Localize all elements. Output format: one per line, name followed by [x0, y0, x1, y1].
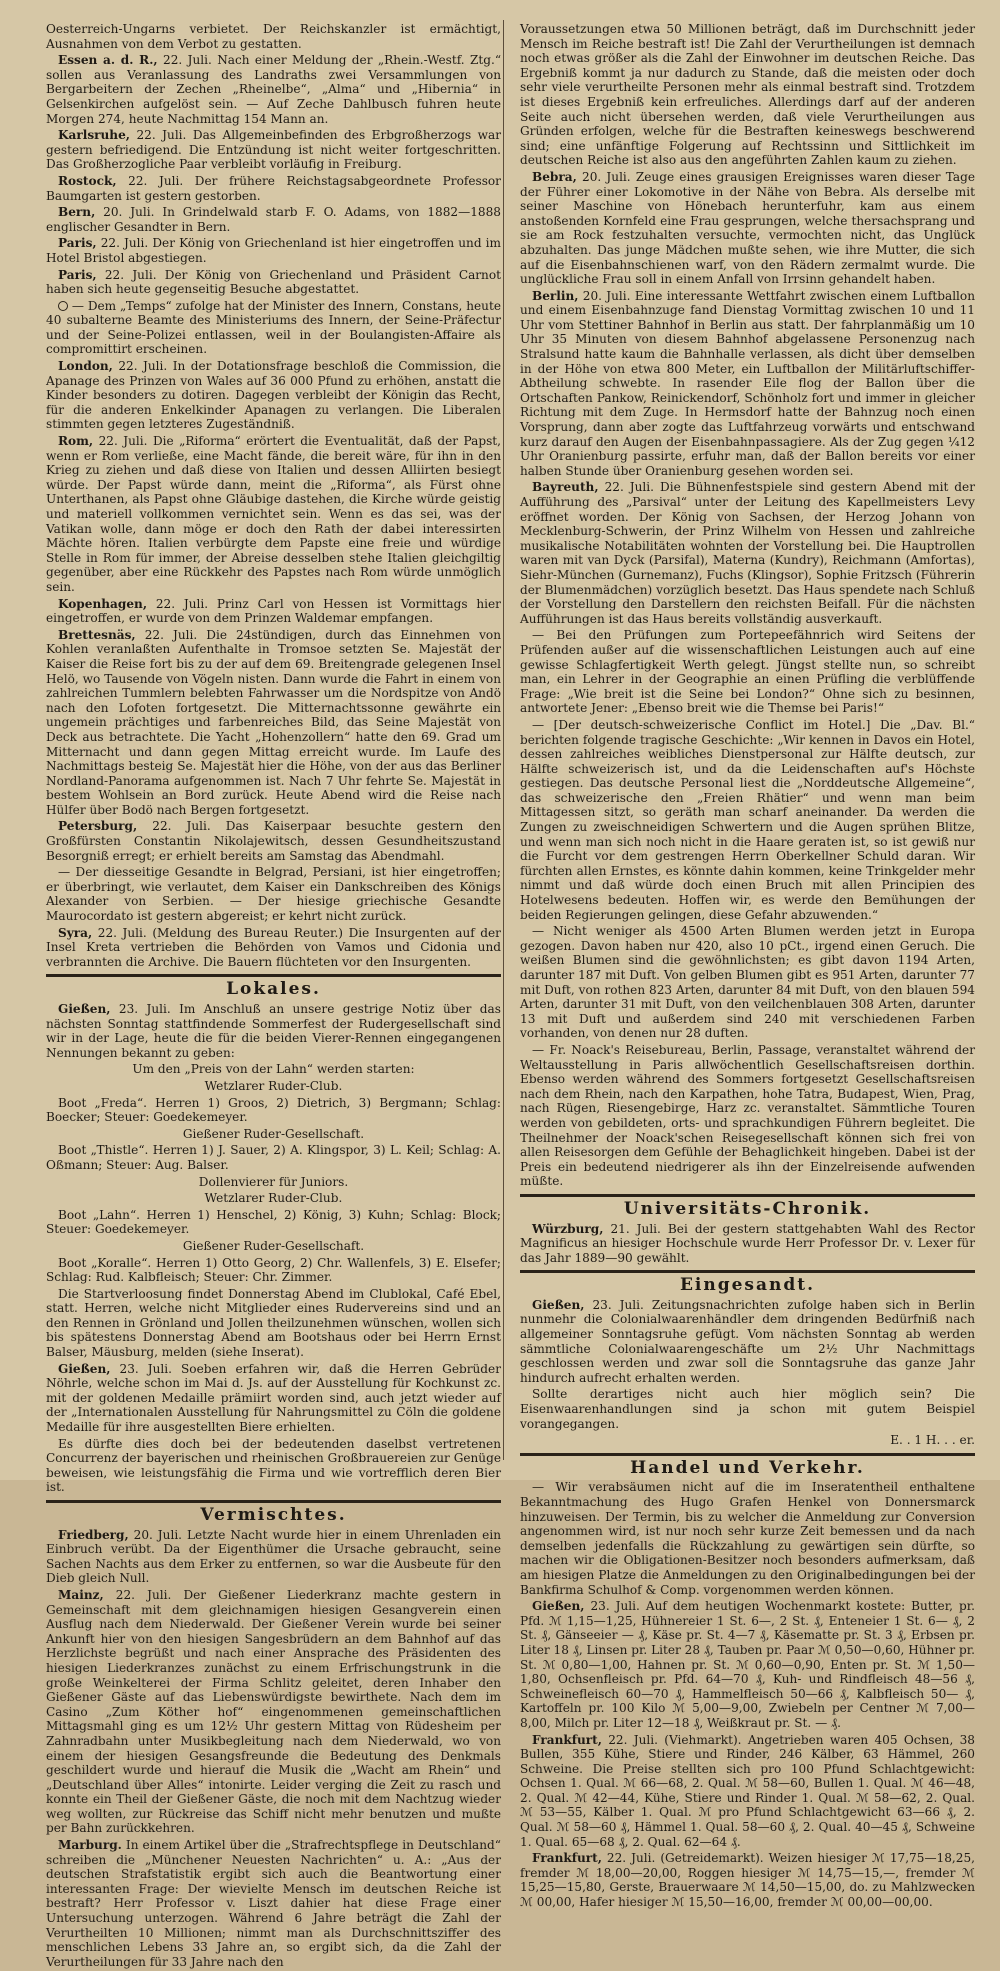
news-item: Rostock, 22. Juli. Der frühere Reichstagsabgeordnete Professor Baumgarten ist gestern gestorben.	[46, 173, 501, 203]
news-item: Mainz, 22. Juli. Der Gießener Liederkranz machte gestern in Gemeinschaft mit dem gleichnamigen hiesigen Gesangverein einen Ausflug nach dem Niederwald. Der Gießener Verein wurde bei seiner Ankunft hier von den hiesigen Sangesbrüdern an dem Bahnhof auf das Herzlichste begrüßt und nach einer Ansprache des Präsidenten des hiesigen Liederkranzes zunächst zu einem Erfrischungstrunk in die große Weinkelterei der Firma Schlitz geleitet, deren Inhaber den Gießener Gäste auf das Liebenswürdigste bewirthete. Nach dem im Casino „Zum Köther hof“ eingenommenen gemeinschaftlichen Mittagsmahl ging es um 12½ Uhr gestern Mittag von Rüdesheim per Zahnradbahn unter Musikbegleitung nach dem Niederwald, wo von einem der hiesigen Gesangsfreunde die Bedeutung des Denkmals geschildert wurde und hierauf die Musik die „Wacht am Rhein“ und „Deutschland über Alles“ intonirte. Leider verging die Zeit zu rasch und konnte ein Theil der Gießener Gäste, die noch mit dem Nachtzug wieder weg wollten, zur Rückreise das Schiff nicht mehr benutzen und mußte per Bahn zurückkehren.	[46, 1587, 501, 1836]
section-heading-eingesandt: Eingesandt.	[679, 1275, 816, 1296]
news-item: Paris, 22. Juli. Der König von Griechenland ist hier eingetroffen und im Hotel Bristol abgestiegen.	[46, 236, 501, 265]
news-item: Kopenhagen, 22. Juli. Prinz Carl von Hessen ist Vormittags hier eingetroffen, er wurde von dem Prinzen Waldemar empfangen.	[46, 596, 501, 626]
news-note: — Bei den Prüfungen zum Portepeefähnrich wird Seitens der Prüfenden außer auf die wissenschaftlichen Leistungen auch auf eine gewisse Schlagfertigkeit Werth gelegt. Jüngst stellte nun, so schreibt man, ein Lehrer in der Geographie an einen Prüfling die verblüffende Frage: „Wie breit ist die Seine bei London?“ Ohne sich zu besinnen, antwortete Jener: „Ebenso breit wie die Themse bei Paris!“	[520, 628, 975, 716]
news-item: Marburg. In einem Artikel über die „Strafrechtspflege in Deutschland“ schreiben die „Münchener Neuesten Nachrichten“ u. A.: „Aus der deutschen Strafstatistik ergibt sich auch die Beantwortung einer interessanten Frage: Der wievielte Mensch im deutschen Reiche ist bestraft? Herr Professor v. Liszt dahier hat diese Frage einer Untersuchung unterzogen. Während 6 Jahre beträgt die Zahl der Verurtheilten 10 Millionen; nimmt man als Durchschnittsziffer des menschlichen Lebens 33 Jahre an, so ergibt sich, da die Zahl der Verurtheilungen für 33 Jahre nach den	[46, 1838, 501, 1969]
dateline-place: Petersburg,	[58, 819, 138, 834]
paragraph: Die Startverloosung findet Donnerstag Abend im Clublokal, Café Ebel, statt. Herren, welche nicht Mitglieder eines Rudervereins sind und an den Rennen in Grönland und Jollen theilzunehmen wünschen, wollen sich bis spätestens Donnerstag Abend am Bootshaus oder bei Herrn Ernst Balser, Mäusburg, melden (siehe Inserat).	[46, 1286, 501, 1360]
dateline-place: Rostock,	[58, 173, 117, 188]
pin-hole-icon	[58, 301, 68, 311]
news-note: — Dem „Temps“ zufolge hat der Minister des Innern, Constans, heute 40 subalterne Beamte des Ministeriums des Innern, der Seine-Präfectur und der Seine-Polizei entlassen, weil in der Boulangisten-Affaire als compromittirt erscheinen.	[46, 298, 501, 357]
dateline-place: Essen a. d. R.,	[58, 53, 158, 68]
news-item: Syra, 22. Juli. (Meldung des Bureau Reuter.) Die Insurgenten auf der Insel Kreta vertrieben die Behörden von Vamos und Cidonia und verbrannten die Archive. Die Bauern flüchteten vor den Insurgenten.	[46, 925, 501, 969]
club-name: Wetzlarer Ruder-Club.	[204, 1078, 343, 1093]
news-item: Bayreuth, 22. Juli. Die Bühnenfestspiele sind gestern Abend mit der Aufführung des „Parsival“ unter der Leitung des Kapellmeisters Levy eröffnet worden. Der König von Sachsen, der Herzog Johann von Mecklenburg-Schwerin, der Prinz Wilhelm von Hessen und zahlreiche musikalische Notabilitäten wohnten der Vorstellung bei. Die Hauptrollen waren mit van Dyck (Parsifal), Materna (Kundry), Reichmann (Amfortas), Siehr-München (Gurnemanz), Fuchs (Klingsor), Sophie Fritzsch (Führerin der Blumenmädchen) vorzüglich besetzt. Das Haus spendete nach Schluß der Vorstellung den Darstellern den reichsten Beifall. Für die nächsten Aufführungen ist das Haus bereits vollständig ausverkauft.	[520, 480, 975, 626]
section-rule	[520, 1270, 975, 1273]
dateline-place: Paris,	[58, 267, 97, 282]
vermischtes-section	[46, 1528, 501, 1970]
race-title: Dollenvierer für Juniors.	[198, 1174, 349, 1189]
signature: E. . 1 H. . . er.	[890, 1433, 975, 1448]
dateline-place: Karlsruhe,	[58, 128, 130, 143]
news-item: Bebra, 20. Juli. Zeuge eines grausigen Ereignisses waren dieser Tage der Führer einer Lokomotive in der Nähe von Bebra. Als derselbe mit seiner Maschine von Hönebach herunterfuhr, kam aus einem anstoßenden Kornfeld eine Frau gesprungen, welche thersachsprang und sie am Rock festzuhalten versuchte, vermochten nicht, das Unglück abzuhalten. Das junge Mädchen mußte sehen, wie ihre Mutter, die sich auf die Eisenbahnschienen warf, von den Rädern zermalmt wurde. Die unglückliche Frau soll in einem Anfall von Irrsinn gehandelt haben.	[520, 169, 975, 287]
news-item: Friedberg, 20. Juli. Letzte Nacht wurde hier in einem Uhrenladen ein Einbruch verübt. Da der Eigenthümer die Ursache gebraucht, seine Sachen Nachts aus dem Erker zu entfernen, so war die Ausbeute für den Dieb gleich Null.	[46, 1527, 501, 1586]
lokales-section	[46, 1002, 501, 1495]
news-note: — Fr. Noack's Reisebureau, Berlin, Passage, veranstaltet während der Weltausstellung in Paris allwöchentlich Gesellschaftsreisen dorthin. Ebenso werden während des Sommers fortgesetzt Gesellschaftsreisen nach dem Rhein, nach den Karpathen, hohe Tatra, Budapest, Wien, Prag, nach Rügen, Riesengebirge, Harz zc. veranstaltet. Sämmtliche Touren werden von gebildeten, orts- und sprachkundigen Führern begleitet. Die Theilnehmer der Noack'schen Reisegesellschaft können sich frei von allen Reisesorgen dem Gefühle der Behaglichkeit hingeben. Dabei ist der Preis ein bedeutend niedrigerer als ihn der Einzelreisende aufwenden müßte.	[520, 1042, 975, 1189]
paragraph: Es dürfte dies doch bei der bedeutenden daselbst vertretenen Concurrenz der bayerischen und rheinischen Großbrauereien zur Genüge beweisen, wie leistungsfähig die Firma und wie vortrefflich deren Bier ist.	[46, 1436, 501, 1495]
market-item: Frankfurt, 22. Juli. (Viehmarkt). Angetrieben waren 405 Ochsen, 38 Bullen, 355 Kühe, Stiere und Rinder, 246 Kälber, 63 Hämmel, 260 Schweine. Die Preise stellten sich pro 100 Pfund Schlachtgewicht: Ochsen 1. Qual. ℳ 66—68, 2. Qual. ℳ 58—60, Bullen 1. Qual. ℳ 46—48, 2. Qual. ℳ 42—44, Kühe, Stiere und Rinder 1. Qual. ℳ 58—62, 2. Qual. ℳ 53—55, Kälber 1. Qual. ℳ pro Pfund Schlachtgewicht 63—66 ₰, 2. Qual. ℳ 58—60 ₰, Hämmel 1. Qual. 58—60 ₰, 2. Qual. 40—45 ₰, Schweine 1. Qual. 65—68 ₰, 2. Qual. 62—64 ₰.	[520, 1732, 975, 1849]
market-item: Frankfurt, 22. Juli. (Getreidemarkt). Weizen hiesiger ℳ 17,75—18,25, fremder ℳ 18,00—20,00, Roggen hiesiger ℳ 14,75—15,—, fremder ℳ 15,25—15,80, Gerste, Brauerwaare ℳ 14,50—15,00, do. zu Mahlzwecken ℳ 00,00, Hafer hiesiger ℳ 15,50—16,00, fremder ℳ 00,00—00,00.	[520, 1851, 976, 1910]
news-note: — Nicht weniger als 4500 Arten Blumen werden jetzt in Europa gezogen. Davon haben nur 420, also 10 pCt., irgend einen Geruch. Die weißen Blumen sind die gewöhnlichsten; es gibt davon 1194 Arten, darunter 187 mit Duft. Von gelben Blumen gibt es 951 Arten, darunter 77 mit Duft, von rothen 823 Arten, darunter 84 mit Duft, von den blauen 594 Arten, darunter 31 mit Duft, von den veilchenblauen 308 Arten, darunter 13 mit Duft und außerdem sind 240 mit verschiedenen Farben vorhanden, von denen nur 28 duften.	[520, 924, 975, 1041]
dateline-place: Bern,	[58, 205, 96, 220]
continued-paragraph: Oesterreich-Ungarns verbietet. Der Reichskanzler ist ermächtigt, Ausnahmen von dem Verbot zu gestatten.	[46, 22, 501, 51]
boat-entry: Boot „Freda“. Herren 1) Groos, 2) Dietrich, 3) Bergmann; Schlag: Boecker; Steuer: Goedekemeyer.	[46, 1095, 501, 1125]
club-name: Wetzlarer Ruder-Club.	[204, 1191, 343, 1206]
news-item: Rom, 22. Juli. Die „Riforma“ erörtert die Eventualität, daß der Papst, wenn er Rom verließe, eine Macht fände, die bereit wäre, für ihn in den Krieg zu ziehen und daß diese von Italien und dessen Alliirten besiegt würde. Der Papst würde dann, meint die „Riforma“, als Fürst ohne Unterthanen, als Papst ohne Gläubige dastehen, die Kirche würde geistig und materiell vollkommen vernichtet sein. Wenn es das sei, was der Vatikan wolle, dann möge er doch den Rath der dabei interessirten Mächte hören. Italien verbürgte dem Papste eine freie und würdige Stelle in Rom für immer, der Abreise desselben stehe Italien gleichgiltig gegenüber, aber eine Rückkehr des Papstes nach Rom würde unmöglich sein.	[46, 434, 501, 594]
paragraph: Sollte derartiges nicht auch hier möglich sein? Die Eisenwaarenhandlungen sind ja schon mit gutem Beispiel vorangegangen.	[520, 1387, 975, 1431]
news-item: Berlin, 20. Juli. Eine interessante Wettfahrt zwischen einem Luftballon und einem Eisenbahnzuge fand Dienstag Vormittag zwischen 10 und 11 Uhr vom Stettiner Bahnhof in Berlin aus statt. Der fahrplanmäßig um 10 Uhr 35 Minuten von diesem Bahnhof abgelassene Personenzug nach Stralsund hatte kaum die Bahnhalle verlassen, als dicht über demselben in der Höhe von etwa 800 Meter, ein Luftballon der Militärluftschiffer-Abtheilung schwebte. In rasender Eile flog der Ballon über die Ortschaften Pankow, Reinickendorf, Schönholz fort und immer in gleicher Richtung mit dem Zuge. In Hermsdorf hatte der Bahnzug noch einen Vorsprung, dann aber zogte das Luftfahrzeug vorwärts und entschwand kurz darauf den Augen der Eisenbahnpassagiere. Als der Zug gegen ¼12 Uhr Oranienburg passirte, erfuhr man, daß der Ballon bereits vor einer halben Stunde über Oranienburg gesehen worden sei.	[520, 288, 975, 478]
section-heading-vermischtes: Vermischtes.	[200, 1505, 347, 1525]
news-item: Karlsruhe, 22. Juli. Das Allgemeinbefinden des Erbgroßherzogs war gestern befriedigend. Die Entzündung ist nicht weiter fortgeschritten. Das Großherzogliche Paar verbleibt vorläufig in Freiburg.	[46, 128, 501, 172]
news-item: London, 22. Juli. In der Dotationsfrage beschloß die Commission, die Apanage des Prinzen von Wales auf 36 000 Pfund zu erhöhen, anstatt die Kinder besonders zu dotiren. Dagegen verbleibt der Königin das Recht, für die anderen Enkelkinder Apanagen zu verlangen. Die Liberalen stimmten gegen letzteres Zugeständniß.	[46, 359, 501, 432]
continued-paragraph: Voraussetzungen etwa 50 Millionen beträgt, daß im Durchschnitt jeder Mensch im Reiche bestraft ist! Die Zahl der Verurtheilungen ist demnach noch etwas größer als die Zahl der Einwohner im deutschen Reiche. Das Ergebniß kommt ja nur dadurch zu Stande, daß die meisten oder doch sehr viele verurtheilte Personen mehr als einmal bestraft sind. Trotzdem ist dieses Ergebniß kein erfreuliches. Allerdings darf auf der anderen Seite auch nicht übersehen werden, daß viele Verurtheilungen aus Gründen erfolgen, welche für die Bestraften keineswegs beschwerend sind; eine unfänftige Folgerung auf Rechtssinn und Sittlichkeit im deutschen Reiche ist also aus den angeführten Zahlen kaum zu ziehen.	[520, 22, 975, 168]
market-item: Gießen, 23. Juli. Auf dem heutigen Wochenmarkt kostete: Butter, pr. Pfd. ℳ 1,15—1,25, Hühnereier 1 St. 6—, 2 St. ₰, Enteneier 1 St. 6— ₰, 2 St. ₰, Gänseeier — ₰, Käse pr. St. 4—7 ₰, Käsematte pr. St. 3 ₰, Erbsen pr. Liter 18 ₰, Linsen pr. Liter 28 ₰, Tauben pr. Paar ℳ 0,50—0,60, Hühner pr. St. ℳ 0,80—1,00, Hahnen pr. St. ℳ 0,60—0,90, Enten pr. St. ℳ 1,50—1,80, Ochsenfleisch pr. Pfd. 64—70 ₰, Kuh- und Rindfleisch 48—56 ₰, Schweinefleisch 60—70 ₰, Hammelfleisch 50—66 ₰, Kalbfleisch 50— ₰, Kartoffeln pr. 100 Kilo ℳ 5,00—9,00, Zwiebeln per Centner ℳ 7,00—8,00, Milch pr. Liter 12—18 ₰, Weißkraut pr. St. — ₰.	[520, 1599, 975, 1730]
dateline-place: Brettesnäs,	[58, 627, 136, 642]
section-heading-lokales: Lokales.	[226, 979, 321, 1000]
news-item: Bern, 20. Juli. In Grindelwald starb F. O. Adams, von 1882—1888 englischer Gesandter in Bern.	[46, 205, 501, 234]
dateline-place: Rom,	[58, 434, 94, 449]
section-heading-universitaet: Universitäts-Chronik.	[623, 1198, 872, 1219]
paragraph: — Wir verabsäumen nicht auf die im Inseratentheil enthaltene Bekanntmachung des Hugo Grafen Henkel von Donnersmarck hinzuweisen. Der Termin, bis zu welcher die Anmeldung zur Conversion angenommen wird, ist nur noch sehr kurze Zeit bemessen und da nach demselben jedenfalls die Rückzahlung zu gewärtigen sein dürfte, so machen wir die Obligationen-Besitzer noch besonders aufmerksam, daß am hiesigen Platze die Anmeldungen zu den Originalbedingungen bei der Bankfirma Schulhof & Comp. vorgenommen werden können.	[520, 1480, 975, 1597]
section-rule	[520, 1194, 975, 1197]
column-divider	[503, 20, 504, 1460]
dateline-place: Kopenhagen,	[58, 596, 148, 611]
news-list-mid	[46, 359, 501, 969]
boat-entry: Boot „Koralle“. Herren 1) Otto Georg, 2) Chr. Wallenfels, 3) E. Elsefer; Schlag: Rud. Kalbfleisch; Steuer: Chr. Zimmer.	[46, 1255, 501, 1285]
news-note: — Der diesseitige Gesandte in Belgrad, Persiani, ist hier eingetroffen; er überbringt, wie verlautet, dem Kaiser ein Dankschreiben des Königs Alexander von Serbien. — Der hiesige griechische Gesandte Maurocordato ist gestern abgereist; er kehrt nicht zurück.	[46, 865, 501, 924]
race-title: Um den „Preis von der Lahn“ werden starten:	[132, 1062, 415, 1077]
news-list-top	[46, 53, 501, 357]
left-column	[46, 22, 501, 1971]
club-name: Gießener Ruder-Gesellschaft.	[182, 1126, 365, 1141]
boat-entry: Boot „Lahn“. Herren 1) Henschel, 2) König, 3) Kuhn; Schlag: Block; Steuer: Goedekemeyer.	[46, 1207, 501, 1237]
news-item: Paris, 22. Juli. Der König von Griechenland und Präsident Carnot haben sich heute gegenseitig Besuche abgestattet.	[46, 267, 501, 297]
section-rule	[46, 1500, 501, 1503]
news-item: Würzburg, 21. Juli. Bei der gestern stattgehabten Wahl des Rector Magnificus an hiesiger Hochschule wurde Herr Professor Dr. v. Lexer für das Jahr 1889—90 gewählt.	[520, 1221, 975, 1265]
club-name: Gießener Ruder-Gesellschaft.	[182, 1238, 365, 1253]
section-heading-handel: Handel und Verkehr.	[630, 1457, 865, 1478]
news-item: Gießen, 23. Juli. Im Anschluß an unsere gestrige Notiz über das nächsten Sonntag stattfindende Sommerfest der Rudergesellschaft sind wir in der Lage, heute die für die beiden Vierer-Rennen eingegangenen Nennungen bekannt zu geben:	[46, 1002, 501, 1060]
news-item: Gießen, 23. Juli. Zeitungsnachrichten zufolge haben sich in Berlin nunmehr die Colonialwaarenhändler dem dringenden Bedürfniß nach allgemeiner Sonntagsruhe gefügt. Vom nächsten Sonntag ab werden sämmtliche Colonialwaarengeschäfte um 2½ Uhr Nachmittags geschlossen werden und zwar soll die Sonntagsruhe das ganze Jahr hindurch aufrecht erhalten werden.	[520, 1297, 975, 1385]
boat-entry: Boot „Thistle“. Herren 1) J. Sauer, 2) A. Klingspor, 3) L. Keil; Schlag: A. Oßmann; Steuer: Aug. Balser.	[46, 1143, 501, 1172]
section-rule	[46, 974, 501, 977]
dateline-place: Paris,	[58, 236, 97, 251]
news-item: Essen a. d. R., 22. Juli. Nach einer Meldung der „Rhein.-Westf. Ztg.“ sollen aus Veranlassung des Landraths zwei Versammlungen von Bergarbeitern der Zechen „Rheinelbe“, „Alma“ und „Hibernia“ in Gelsenkirchen aufgelöst sein. — Auf Zeche Dahlbusch fuhren heute Morgen 274, heute Nachmittag 154 Mann an.	[46, 53, 502, 126]
right-column	[520, 22, 975, 1912]
section-rule	[520, 1453, 975, 1456]
news-item: Brettesnäs, 22. Juli. Die 24stündigen, durch das Einnehmen von Kohlen veranlaßten Aufenthalte in Tromsoe setzten Se. Majestät der Kaiser die Reise fort bis zu der auf dem 69. Breitengrade gelegenen Insel Helö, wo Tausende von Vögeln nisten. Dann wurde die Fahrt in einem von zahlreichen Tummlern belebten Fahrwasser um die Nordspitze von Andö nach den Lofoten fortgesetzt. Die Mitternachtssonne gewährte ein ungemein prächtiges und farbenreiches Bild, das Seine Majestät von Deck aus betrachtete. Die Yacht „Hohenzollern“ hatte den 69. Grad um Mitternacht und dann gegen Mittag erreicht wurde. Im Laufe des Nachmittags besteig Se. Majestät hier die Höhe, von der aus das Berliner Nordland-Panorama aufgenommen ist. Nach 7 Uhr fehrte Se. Majestät in bestem Wohlsein an Bord zurück. Heute Abend wird die Reise nach Hülfer über Bodö nach Bergen fortgesetzt.	[46, 627, 501, 817]
news-item: Petersburg, 22. Juli. Das Kaiserpaar besuchte gestern den Großfürsten Constantin Nikolajewitsch, dessen Gesundheitszustand Besorgniß erregt; er erhielt bereits am Samstag das Abendmahl.	[46, 819, 501, 863]
dateline-place: Syra,	[58, 925, 93, 940]
dateline-place: London,	[58, 359, 113, 374]
news-note: — [Der deutsch-schweizerische Conflict im Hotel.] Die „Dav. Bl.“ berichten folgende tragische Geschichte: „Wir kennen in Davos ein Hotel, dessen zahlreiches weibliches Dienstpersonal zur Hälfte deutsch, zur Hälfte schweizerisch ist, und da die Leidenschaften auf's Höchste gestiegen. Das deutsche Personal liest die „Norddeutsche Allgemeine“, das schweizerische den „Freien Rhätier“ und wenn man beim Mittagessen sitzt, so geräth man scharf aneinander. Da werden die Zungen zu zweischneidigen Schwertern und die Augen sprühen Blitze, und wenn man sich noch nicht in die Haare geraten ist, so ist gewiß nur die Furcht vor dem gestrengen Herrn Oberkellner Schuld daran. Wir fürchten allen Ernstes, es könnte dahin kommen, keine Trinkgelder mehr nimmt und daß würde doch einen Bruch mit allen Principien des Hotelwesens bedeuten. Hoffen wir, es werde den Bemühungen der beiden Regierungen gelingen, diese Gefahr abzuwenden.“	[520, 717, 975, 922]
news-item: Gießen, 23. Juli. Soeben erfahren wir, daß die Herren Gebrüder Nöhrle, welche schon im Mai d. Js. auf der Ausstellung für Kochkunst zc. mit der goldenen Medaille prämiirt worden sind, auch jetzt wieder auf der „Internationalen Ausstellung für Nahrungsmittel zu Cöln die goldene Medaille für ihre ausgestellten Biere erhielten.	[46, 1361, 501, 1435]
